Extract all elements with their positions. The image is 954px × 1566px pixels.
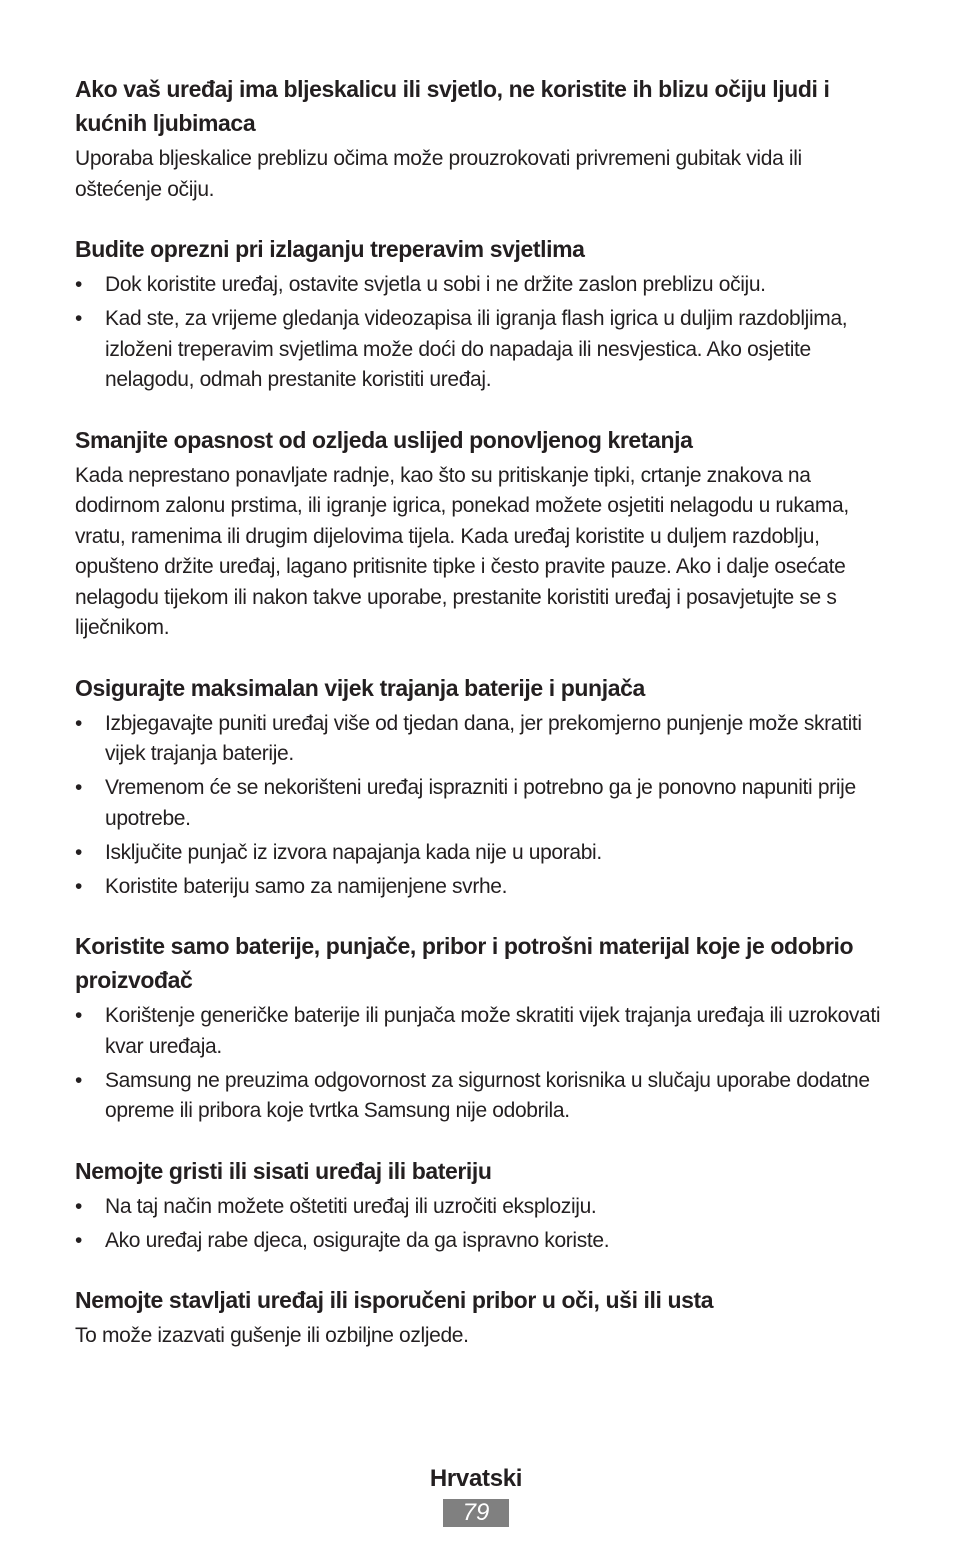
list-item (75, 872, 885, 903)
list-item-text: Izbjegavajte puniti uređaj više od tjedan dana, jer prekomjerno punjenje može skratiti vijek trajanja baterije. (105, 711, 862, 765)
list-item (75, 1192, 885, 1223)
section-heading: Osigurajte maksimalan vijek trajanja baterije i punjača (75, 674, 645, 701)
section-heading: Nemojte stavljati uređaj ili isporučeni pribor u oči, uši ili usta (75, 1287, 714, 1313)
section-do-not-insert (75, 1283, 885, 1352)
list-item-text: Kad ste, za vrijeme gledanja videozapisa ili igranja flash igrica u duljim razdobljima, izloženi treperavim svjetlima može doći do napadaja ili nesvjestica. Ako osjetite nelagodu, odmah prestanite koristiti uređaj. (105, 307, 848, 391)
page-footer (0, 1462, 954, 1527)
list-item-text: Samsung ne preuzima odgovornost za sigurnost korisnika u slučaju uporabe dodatne opreme ili pribora koje tvrtka Samsung nije odobrila. (105, 1068, 870, 1122)
list-item (75, 709, 885, 770)
section-approved-accessories (75, 929, 885, 1127)
list-item (75, 1226, 885, 1257)
list-item-text: Isključite punjač iz izvora napajanja kada nije u uporabi. (105, 840, 602, 864)
section-heading: Koristite samo baterije, punjače, pribor i potrošni materijal koje je odobrio proizvođač (75, 933, 854, 993)
bullet-icon: • (75, 840, 83, 864)
bullet-icon: • (75, 273, 83, 296)
list-item (75, 838, 885, 869)
list-item-text: Ako uređaj rabe djeca, osigurajte da ga ispravno koriste. (105, 1228, 610, 1252)
section-paragraph: Uporaba bljeskalice preblizu očima može prouzrokovati privremeni gubitak vida ili oštećenje očiju. (75, 147, 802, 201)
list-item (75, 773, 885, 834)
bullet-list (75, 1192, 885, 1257)
footer-language: Hrvatski (429, 1465, 523, 1492)
bullet-icon: • (75, 1228, 83, 1252)
bullet-icon: • (75, 711, 83, 735)
section-paragraph: To može izazvati gušenje ili ozbiljne ozljede. (75, 1324, 469, 1347)
list-item (75, 1001, 885, 1062)
list-item (75, 1066, 885, 1127)
list-item-text: Korištenje generičke baterije ili punjača može skratiti vijek trajanja uređaja ili uzrokovati kvar uređaja. (105, 1004, 881, 1058)
bullet-list (75, 1001, 885, 1127)
list-item-text: Koristite bateriju samo za namijenjene svrhe. (105, 874, 508, 898)
section-flash-warning (75, 72, 885, 205)
section-do-not-bite (75, 1154, 885, 1257)
document-body (75, 72, 885, 1379)
section-battery-life (75, 671, 885, 903)
list-item-text: Dok koristite uređaj, ostavite svjetla u sobi i ne držite zaslon preblizu očiju. (105, 273, 766, 296)
bullet-icon: • (75, 307, 83, 330)
page-number: 79 (443, 1499, 509, 1527)
list-item (75, 304, 885, 396)
section-flashing-lights (75, 232, 885, 396)
bullet-icon: • (75, 1004, 83, 1027)
list-item-text: Na taj način možete oštetiti uređaj ili uzročiti eksploziju. (105, 1194, 597, 1218)
bullet-icon: • (75, 1194, 83, 1218)
bullet-list (75, 709, 885, 903)
bullet-icon: • (75, 776, 83, 799)
bullet-icon: • (75, 874, 83, 898)
section-heading: Nemojte gristi ili sisati uređaj ili bateriju (75, 1157, 492, 1184)
section-heading: Ako vaš uređaj ima bljeskalicu ili svjetlo, ne koristite ih blizu očiju ljudi i kućnih ljubimaca (75, 76, 830, 136)
bullet-icon: • (75, 1068, 83, 1092)
list-item (75, 270, 885, 301)
list-item-text: Vremenom će se nekorišteni uređaj isprazniti i potrebno ga je ponovno napuniti prije upotrebe. (105, 776, 856, 830)
section-repetitive-motion (75, 423, 885, 644)
section-heading: Budite oprezni pri izlaganju treperavim svjetlima (75, 236, 585, 262)
section-paragraph: Kada neprestano ponavljate radnje, kao što su pritiskanje tipki, crtanje znakova na dodirnom zalonu prstima, ili igranje igrica, ponekad možete osjetiti nelagodu u rukama, vratu, ramenima ili drugim dijelovima tijela. Kada uređaj koristite u duljem razdoblju, opušteno držite uređaj, lagano pritisnite tipke i često pravite pauze. Ako i dalje osećate nelagodu tijekom ili nakon takve uporabe, prestanite koristiti uređaj i posavjetujte se s liječnikom. (75, 463, 849, 639)
section-heading: Smanjite opasnost od ozljeda uslijed ponovljenog kretanja (75, 426, 693, 453)
bullet-list (75, 270, 885, 396)
